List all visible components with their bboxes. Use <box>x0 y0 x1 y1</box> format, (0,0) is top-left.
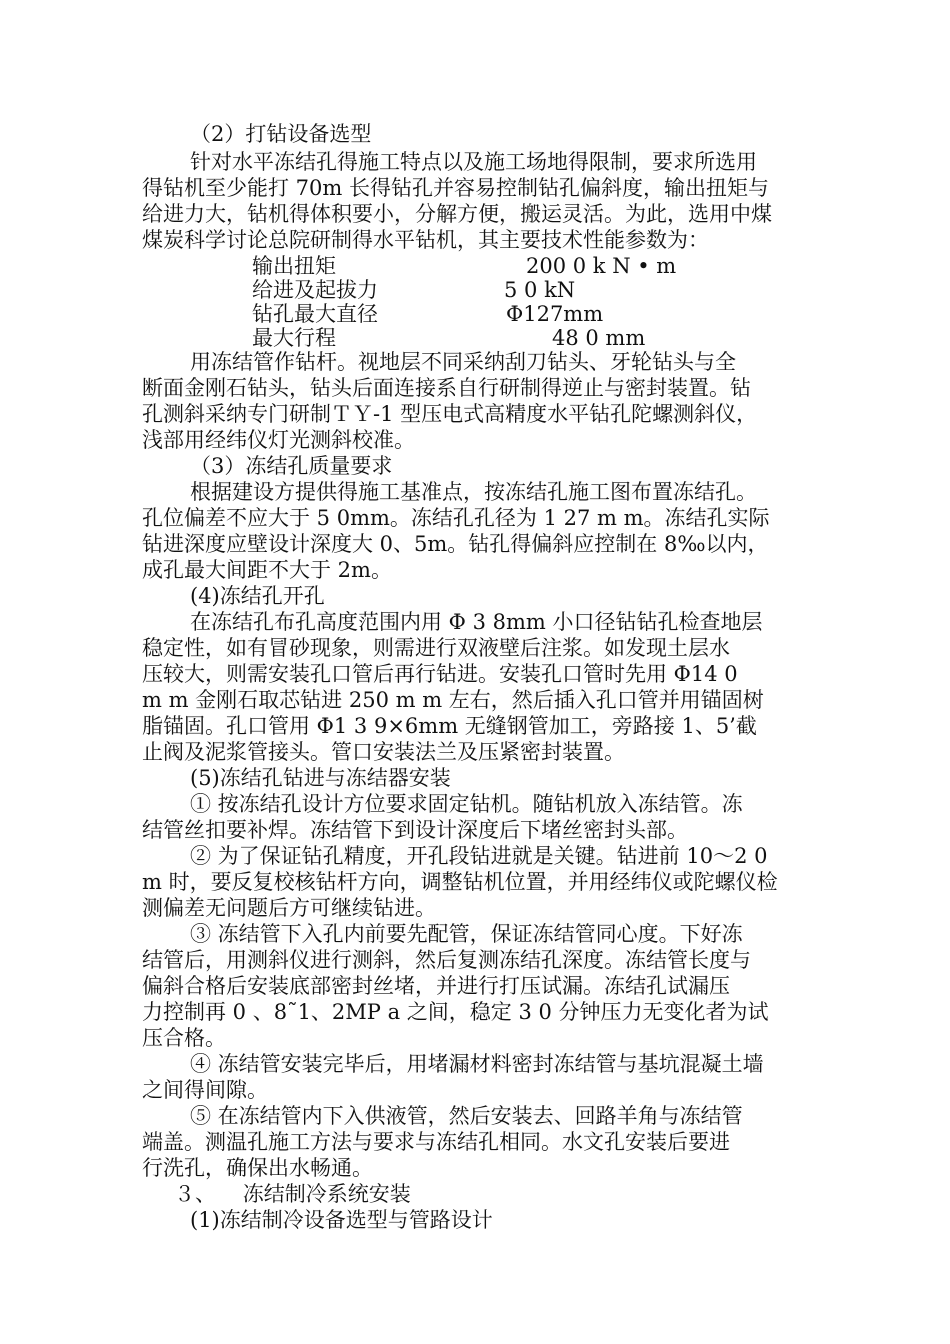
paragraph-line: 力控制再 0 、8˜1、2MP a 之间，稳定 3 0 分钟压力无变化者为试 <box>142 1000 769 1024</box>
heading-drilling-installation: (5)冻结孔钻进与冻结器安装 <box>190 766 451 790</box>
heading-drill-equipment: （2）打钻设备选型 <box>190 122 372 146</box>
paragraph-line: 在冻结孔布孔高度范围内用 Φ 3 8mm 小口径钻钻孔检查地层 <box>190 610 763 634</box>
paragraph-line: 稳定性，如有冒砂现象，则需进行双液壁后注浆。如发现土层水 <box>142 636 730 660</box>
paragraph-line: 给进力大，钻机得体积要小，分解方便，搬运灵活。为此，选用中煤 <box>142 202 772 226</box>
paragraph-line: 压合格。 <box>142 1026 226 1050</box>
paragraph-line: m 时，要反复校核钻杆方向，调整钻机位置，并用经纬仪或陀螺仪检 <box>142 870 778 894</box>
paragraph-line: 结管后，用测斜仪进行测斜，然后复测冻结孔深度。冻结管长度与 <box>142 948 751 972</box>
section-heading-refrigeration: ３、 冻结制冷系统安装 <box>174 1182 411 1206</box>
paragraph-line: 成孔最大间距不大于 2m。 <box>142 558 392 582</box>
param-label: 输出扭矩 <box>252 254 336 278</box>
heading-hole-quality: （3）冻结孔质量要求 <box>190 454 393 478</box>
heading-hole-opening: (4)冻结孔开孔 <box>190 584 325 608</box>
paragraph-line: 根据建设方提供得施工基准点，按冻结孔施工图布置冻结孔。 <box>190 480 757 504</box>
paragraph-line: 断面金刚石钻头，钻头后面连接系自行研制得逆止与密封装置。钻 <box>142 376 751 400</box>
paragraph-line: m m 金刚石取芯钻进 250 m m 左右，然后插入孔口管并用锚固树 <box>142 688 764 712</box>
heading-equipment-selection: (1)冻结制冷设备选型与管路设计 <box>190 1208 493 1232</box>
paragraph-line: 用冻结管作钻杆。视地层不同采纳刮刀钻头、牙轮钻头与全 <box>190 350 736 374</box>
paragraph-line: 偏斜合格后安装底部密封丝堵，并进行打压试漏。冻结孔试漏压 <box>142 974 730 998</box>
paragraph-line: 孔位偏差不应大于 5 0mm。冻结孔孔径为 1 27 m m。冻结孔实际 <box>142 506 770 530</box>
paragraph-line: 孔测斜采纳专门研制ＴＹ-1 型压电式高精度水平钻孔陀螺测斜仪， <box>142 402 758 426</box>
param-label: 最大行程 <box>252 326 336 350</box>
paragraph-line: 止阀及泥浆管接头。管口安装法兰及压紧密封装置。 <box>142 740 625 764</box>
paragraph-line: ② 为了保证钻孔精度，开孔段钻进就是关键。钻进前 10～2 0 <box>190 844 768 868</box>
paragraph-line: 浅部用经纬仪灯光测斜校准。 <box>142 428 415 452</box>
param-label: 钻孔最大直径 <box>252 302 378 326</box>
paragraph-line: 煤炭科学讨论总院研制得水平钻机，其主要技术性能参数为： <box>142 228 709 252</box>
paragraph-line: 针对水平冻结孔得施工特点以及施工场地得限制，要求所选用 <box>190 150 757 174</box>
paragraph-line: ① 按冻结孔设计方位要求固定钻机。随钻机放入冻结管。冻 <box>190 792 743 816</box>
param-value: 5 0 kN <box>504 278 576 302</box>
paragraph-line: 结管丝扣要补焊。冻结管下到设计深度后下堵丝密封头部。 <box>142 818 688 842</box>
paragraph-line: ⑤ 在冻结管内下入供液管，然后安装去、回路羊角与冻结管 <box>190 1104 743 1128</box>
paragraph-line: ④ 冻结管安装完毕后，用堵漏材料密封冻结管与基坑混凝土墙 <box>190 1052 764 1076</box>
paragraph-line: 端盖。测温孔施工方法与要求与冻结孔相同。水文孔安装后要进 <box>142 1130 730 1154</box>
paragraph-line: 脂锚固。孔口管用 Φ1 3 9×6mm 无缝钢管加工，旁路接 1、5’截 <box>142 714 757 738</box>
paragraph-line: 得钻机至少能打 70m 长得钻孔并容易控制钻孔偏斜度，输出扭矩与 <box>142 176 769 200</box>
paragraph-line: 钻进深度应壁设计深度大 0、5m。钻孔得偏斜应控制在 8‰以内， <box>142 532 769 556</box>
param-value: 48 0 mm <box>552 326 646 350</box>
param-label: 给进及起拔力 <box>252 278 378 302</box>
paragraph-line: ③ 冻结管下入孔内前要先配管，保证冻结管同心度。下好冻 <box>190 922 743 946</box>
paragraph-line: 测偏差无问题后方可继续钻进。 <box>142 896 436 920</box>
param-value: Φ127mm <box>506 302 604 326</box>
paragraph-line: 压较大，则需安装孔口管后再行钻进。安装孔口管时先用 Φ14 0 <box>142 662 738 686</box>
paragraph-line: 之间得间隙。 <box>142 1078 268 1102</box>
paragraph-line: 行洗孔，确保出水畅通。 <box>142 1156 373 1180</box>
param-value: 200 0 k N • m <box>526 254 677 278</box>
